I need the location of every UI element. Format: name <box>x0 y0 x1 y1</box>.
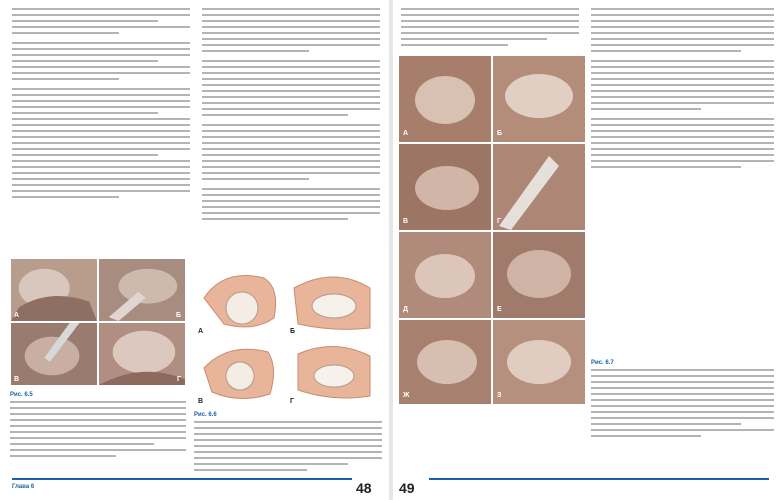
figure-6-6-illustrations <box>194 258 382 408</box>
panel-b-art <box>294 277 370 329</box>
panel-letter: Г <box>177 376 181 383</box>
panel-letter: Г <box>290 398 294 405</box>
figure-label: Рис. 6.6 <box>194 412 217 418</box>
panel-d-art <box>298 346 370 398</box>
figure-6-7-photos <box>399 56 585 404</box>
panel-letter: А <box>198 328 204 335</box>
page-number: 48 <box>356 480 372 496</box>
panel-letter: Ж <box>403 392 410 399</box>
figure-6-7-caption <box>591 360 774 441</box>
figure-6-5-panel-c <box>10 322 98 386</box>
shoulder-anatomy-illustration <box>194 258 382 408</box>
figure-label: Рис. 6.7 <box>591 360 614 366</box>
panel-letter: А <box>403 130 409 137</box>
chapter-label: Глава 6 <box>12 484 35 490</box>
figure-6-6-caption <box>194 412 382 475</box>
footer-rule <box>429 478 769 480</box>
figure-6-5-panel-d <box>98 322 186 386</box>
text-column-2 <box>202 8 380 224</box>
panel-letter: Б <box>290 328 296 335</box>
text-column-2 <box>591 8 774 172</box>
panel-letter: Е <box>497 306 502 313</box>
right-page <box>393 0 782 500</box>
figure-6-5-caption <box>10 392 186 461</box>
panel-letter: А <box>14 312 20 319</box>
panel-letter: Г <box>497 218 501 225</box>
text-column-1 <box>401 8 579 50</box>
figure-label: Рис. 6.5 <box>10 392 33 398</box>
text-column-1 <box>12 8 190 202</box>
panel-letter: В <box>14 376 20 383</box>
panel-letter: З <box>497 392 502 399</box>
panel-letter: Д <box>403 306 408 313</box>
left-page <box>0 0 389 500</box>
arthroscopy-photo <box>99 259 185 321</box>
arthroscopy-photo <box>99 323 185 385</box>
arthroscopy-photo <box>11 323 97 385</box>
figure-6-5-panel-b <box>98 258 186 322</box>
arthroscopy-photo-grid <box>399 56 585 404</box>
panel-letter: В <box>198 398 204 405</box>
figure-6-5-panel-a <box>10 258 98 322</box>
page-number: 49 <box>399 480 415 496</box>
panel-letter: В <box>403 218 409 225</box>
panel-letter: Б <box>497 130 503 137</box>
footer-rule <box>12 478 352 480</box>
panel-letter: Б <box>175 312 181 319</box>
arthroscopy-photo <box>11 259 97 321</box>
